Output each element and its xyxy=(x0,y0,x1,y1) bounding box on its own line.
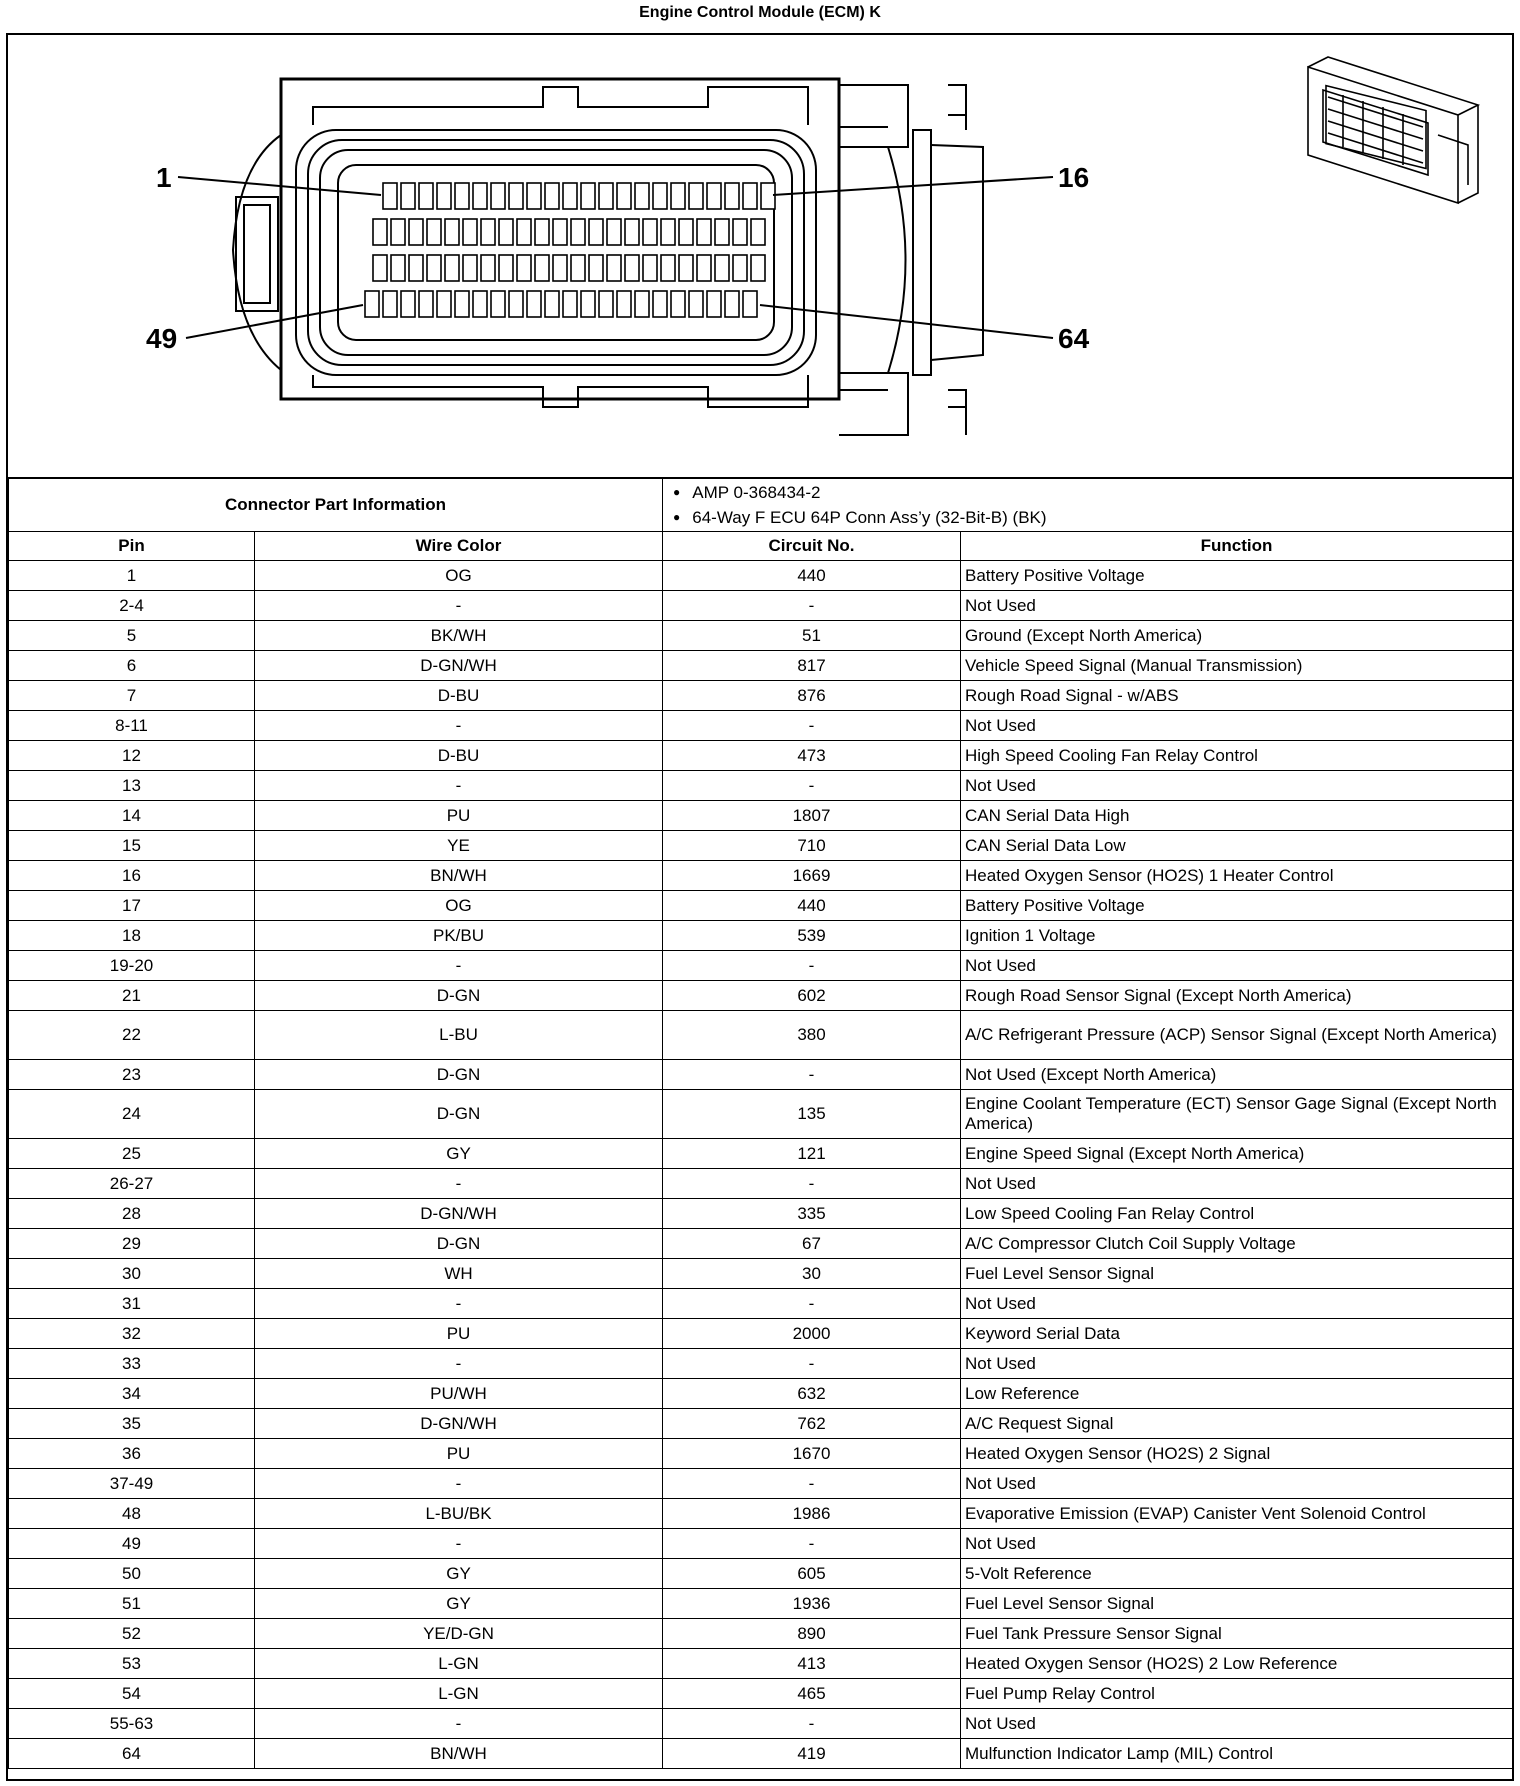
header-function: Function xyxy=(961,532,1513,561)
pin-cell: 6 xyxy=(9,651,255,681)
wire-color-cell: D-GN xyxy=(255,1090,663,1139)
circuit-cell: 602 xyxy=(663,981,961,1011)
wire-color-cell: PU xyxy=(255,1319,663,1349)
circuit-cell: 473 xyxy=(663,741,961,771)
wire-color-cell: - xyxy=(255,711,663,741)
circuit-cell: 51 xyxy=(663,621,961,651)
circuit-cell: 135 xyxy=(663,1090,961,1139)
function-cell: Keyword Serial Data xyxy=(961,1319,1513,1349)
circuit-cell: 762 xyxy=(663,1409,961,1439)
function-cell: Fuel Level Sensor Signal xyxy=(961,1589,1513,1619)
table-row xyxy=(9,891,1513,921)
wire-color-cell: L-BU/BK xyxy=(255,1499,663,1529)
connector-isometric-icon xyxy=(1308,57,1478,203)
wire-color-cell: - xyxy=(255,1349,663,1379)
circuit-cell: - xyxy=(663,591,961,621)
pin-cell: 22 xyxy=(9,1011,255,1060)
table-row xyxy=(9,741,1513,771)
header-pin: Pin xyxy=(9,532,255,561)
circuit-cell: - xyxy=(663,1349,961,1379)
wire-color-cell: L-GN xyxy=(255,1679,663,1709)
circuit-cell: - xyxy=(663,711,961,741)
pin-cell: 13 xyxy=(9,771,255,801)
table-row xyxy=(9,1169,1513,1199)
table-row xyxy=(9,1259,1513,1289)
pin-cell: 33 xyxy=(9,1349,255,1379)
wire-color-cell: - xyxy=(255,591,663,621)
table-row xyxy=(9,1011,1513,1060)
function-cell: Not Used xyxy=(961,591,1513,621)
wire-color-cell: - xyxy=(255,1169,663,1199)
pin-cell: 18 xyxy=(9,921,255,951)
circuit-cell: - xyxy=(663,951,961,981)
circuit-cell: 465 xyxy=(663,1679,961,1709)
connector-info-item: ● AMP 0-368434-2 xyxy=(673,480,1502,505)
pin-cell: 32 xyxy=(9,1319,255,1349)
table-row xyxy=(9,771,1513,801)
pin-cavity-grid xyxy=(365,183,775,317)
pin-cell: 30 xyxy=(9,1259,255,1289)
circuit-cell: - xyxy=(663,1060,961,1090)
function-cell: Mulfunction Indicator Lamp (MIL) Control xyxy=(961,1739,1513,1769)
table-row xyxy=(9,1679,1513,1709)
wire-color-cell: D-BU xyxy=(255,741,663,771)
function-cell: Fuel Level Sensor Signal xyxy=(961,1259,1513,1289)
pin-label-1: 1 xyxy=(156,162,172,193)
pin-cell: 17 xyxy=(9,891,255,921)
pin-cell: 50 xyxy=(9,1559,255,1589)
wire-color-cell: BK/WH xyxy=(255,621,663,651)
circuit-cell: 632 xyxy=(663,1379,961,1409)
pin-cell: 35 xyxy=(9,1409,255,1439)
table-row xyxy=(9,1090,1513,1139)
function-cell: Not Used (Except North America) xyxy=(961,1060,1513,1090)
connector-info-list xyxy=(663,479,1513,532)
pin-cell: 64 xyxy=(9,1739,255,1769)
table-row xyxy=(9,1529,1513,1559)
table-row xyxy=(9,1289,1513,1319)
connector-info-label: Connector Part Information xyxy=(9,479,663,532)
pin-label-64: 64 xyxy=(1058,323,1090,354)
pin-cell: 55-63 xyxy=(9,1709,255,1739)
function-cell: Not Used xyxy=(961,1529,1513,1559)
table-row xyxy=(9,1139,1513,1169)
table-row xyxy=(9,951,1513,981)
header-circuit-no: Circuit No. xyxy=(663,532,961,561)
pin-cell: 54 xyxy=(9,1679,255,1709)
function-cell: Engine Speed Signal (Except North America) xyxy=(961,1139,1513,1169)
pin-cell: 16 xyxy=(9,861,255,891)
function-cell: Ground (Except North America) xyxy=(961,621,1513,651)
table-row xyxy=(9,1349,1513,1379)
table-row xyxy=(9,591,1513,621)
table-row xyxy=(9,801,1513,831)
pinout-table xyxy=(8,478,1513,1769)
table-row xyxy=(9,1379,1513,1409)
function-cell: Not Used xyxy=(961,1709,1513,1739)
circuit-cell: 1986 xyxy=(663,1499,961,1529)
circuit-cell: 876 xyxy=(663,681,961,711)
pin-label-16: 16 xyxy=(1058,162,1090,193)
pin-cell: 23 xyxy=(9,1060,255,1090)
function-cell: CAN Serial Data High xyxy=(961,801,1513,831)
connector-info-row xyxy=(9,479,1513,532)
pin-cell: 52 xyxy=(9,1619,255,1649)
pin-cell: 36 xyxy=(9,1439,255,1469)
table-row xyxy=(9,1439,1513,1469)
function-cell: CAN Serial Data Low xyxy=(961,831,1513,861)
pin-cell: 15 xyxy=(9,831,255,861)
table-row xyxy=(9,651,1513,681)
table-row xyxy=(9,1739,1513,1769)
circuit-cell: 380 xyxy=(663,1011,961,1060)
wire-color-cell: D-GN xyxy=(255,981,663,1011)
circuit-cell: 121 xyxy=(663,1139,961,1169)
circuit-cell: 30 xyxy=(663,1259,961,1289)
circuit-cell: - xyxy=(663,1469,961,1499)
circuit-cell: - xyxy=(663,1289,961,1319)
circuit-cell: 710 xyxy=(663,831,961,861)
circuit-cell: 413 xyxy=(663,1649,961,1679)
function-cell: Rough Road Sensor Signal (Except North America) xyxy=(961,981,1513,1011)
pin-cell: 19-20 xyxy=(9,951,255,981)
pin-cell: 25 xyxy=(9,1139,255,1169)
pin-cell: 49 xyxy=(9,1529,255,1559)
wire-color-cell: PU/WH xyxy=(255,1379,663,1409)
wire-color-cell: - xyxy=(255,771,663,801)
pin-cell: 37-49 xyxy=(9,1469,255,1499)
function-cell: Fuel Pump Relay Control xyxy=(961,1679,1513,1709)
table-row xyxy=(9,861,1513,891)
function-cell: A/C Refrigerant Pressure (ACP) Sensor Signal (Except North America) xyxy=(961,1011,1513,1060)
pin-cell: 26-27 xyxy=(9,1169,255,1199)
function-cell: Vehicle Speed Signal (Manual Transmission) xyxy=(961,651,1513,681)
function-cell: High Speed Cooling Fan Relay Control xyxy=(961,741,1513,771)
function-cell: Engine Coolant Temperature (ECT) Sensor Gage Signal (Except North America) xyxy=(961,1090,1513,1139)
connector-diagram xyxy=(8,35,1512,478)
pin-cell: 21 xyxy=(9,981,255,1011)
circuit-cell: 1670 xyxy=(663,1439,961,1469)
circuit-cell: 440 xyxy=(663,891,961,921)
pin-cell: 34 xyxy=(9,1379,255,1409)
pin-cell: 8-11 xyxy=(9,711,255,741)
circuit-cell: 440 xyxy=(663,561,961,591)
circuit-cell: 605 xyxy=(663,1559,961,1589)
function-cell: Low Reference xyxy=(961,1379,1513,1409)
circuit-cell: 890 xyxy=(663,1619,961,1649)
wire-color-cell: - xyxy=(255,1469,663,1499)
table-row xyxy=(9,711,1513,741)
pin-cell: 29 xyxy=(9,1229,255,1259)
pin-cell: 24 xyxy=(9,1090,255,1139)
function-cell: Heated Oxygen Sensor (HO2S) 1 Heater Control xyxy=(961,861,1513,891)
pin-cell: 1 xyxy=(9,561,255,591)
table-row xyxy=(9,561,1513,591)
function-cell: Battery Positive Voltage xyxy=(961,891,1513,921)
circuit-cell: 817 xyxy=(663,651,961,681)
circuit-cell: 2000 xyxy=(663,1319,961,1349)
function-cell: Low Speed Cooling Fan Relay Control xyxy=(961,1199,1513,1229)
table-row xyxy=(9,621,1513,651)
table-row xyxy=(9,981,1513,1011)
wire-color-cell: YE/D-GN xyxy=(255,1619,663,1649)
wire-color-cell: D-BU xyxy=(255,681,663,711)
wire-color-cell: D-GN xyxy=(255,1229,663,1259)
circuit-cell: - xyxy=(663,1529,961,1559)
circuit-cell: 539 xyxy=(663,921,961,951)
function-cell: Battery Positive Voltage xyxy=(961,561,1513,591)
function-cell: 5-Volt Reference xyxy=(961,1559,1513,1589)
function-cell: Heated Oxygen Sensor (HO2S) 2 Low Reference xyxy=(961,1649,1513,1679)
circuit-cell: - xyxy=(663,1169,961,1199)
wire-color-cell: - xyxy=(255,1529,663,1559)
table-row xyxy=(9,1649,1513,1679)
pin-cell: 2-4 xyxy=(9,591,255,621)
circuit-cell: 1807 xyxy=(663,801,961,831)
table-row xyxy=(9,681,1513,711)
function-cell: Evaporative Emission (EVAP) Canister Vent Solenoid Control xyxy=(961,1499,1513,1529)
circuit-cell: - xyxy=(663,1709,961,1739)
wire-color-cell: L-BU xyxy=(255,1011,663,1060)
header-wire-color: Wire Color xyxy=(255,532,663,561)
circuit-cell: 1936 xyxy=(663,1589,961,1619)
function-cell: Not Used xyxy=(961,1169,1513,1199)
pin-cell: 5 xyxy=(9,621,255,651)
wire-color-cell: GY xyxy=(255,1559,663,1589)
function-cell: Ignition 1 Voltage xyxy=(961,921,1513,951)
table-row xyxy=(9,1559,1513,1589)
wire-color-cell: WH xyxy=(255,1259,663,1289)
function-cell: Fuel Tank Pressure Sensor Signal xyxy=(961,1619,1513,1649)
connector-info-item: ● 64-Way F ECU 64P Conn Ass’y (32-Bit-B) (BK) xyxy=(673,505,1502,530)
function-cell: Not Used xyxy=(961,1289,1513,1319)
circuit-cell: 419 xyxy=(663,1739,961,1769)
table-row xyxy=(9,1619,1513,1649)
function-cell: Heated Oxygen Sensor (HO2S) 2 Signal xyxy=(961,1439,1513,1469)
table-row xyxy=(9,1499,1513,1529)
wire-color-cell: BN/WH xyxy=(255,861,663,891)
wire-color-cell: PU xyxy=(255,801,663,831)
circuit-cell: - xyxy=(663,771,961,801)
wire-color-cell: YE xyxy=(255,831,663,861)
function-cell: Rough Road Signal - w/ABS xyxy=(961,681,1513,711)
function-cell: Not Used xyxy=(961,1469,1513,1499)
table-row xyxy=(9,1319,1513,1349)
function-cell: Not Used xyxy=(961,771,1513,801)
connector-document xyxy=(6,33,1514,1781)
table-row xyxy=(9,1409,1513,1439)
table-row xyxy=(9,1199,1513,1229)
table-row xyxy=(9,1060,1513,1090)
wire-color-cell: GY xyxy=(255,1589,663,1619)
function-cell: A/C Compressor Clutch Coil Supply Voltage xyxy=(961,1229,1513,1259)
wire-color-cell: GY xyxy=(255,1139,663,1169)
wire-color-cell: OG xyxy=(255,891,663,921)
circuit-cell: 1669 xyxy=(663,861,961,891)
wire-color-cell: D-GN/WH xyxy=(255,1409,663,1439)
table-row xyxy=(9,1469,1513,1499)
wire-color-cell: D-GN xyxy=(255,1060,663,1090)
function-cell: Not Used xyxy=(961,951,1513,981)
table-row xyxy=(9,1709,1513,1739)
pin-cell: 7 xyxy=(9,681,255,711)
function-cell: Not Used xyxy=(961,1349,1513,1379)
wire-color-cell: PK/BU xyxy=(255,921,663,951)
pin-cell: 51 xyxy=(9,1589,255,1619)
wire-color-cell: - xyxy=(255,1289,663,1319)
circuit-cell: 335 xyxy=(663,1199,961,1229)
wire-color-cell: D-GN/WH xyxy=(255,651,663,681)
pin-cell: 12 xyxy=(9,741,255,771)
table-row xyxy=(9,921,1513,951)
wire-color-cell: PU xyxy=(255,1439,663,1469)
wire-color-cell: - xyxy=(255,1709,663,1739)
table-row xyxy=(9,1229,1513,1259)
function-cell: A/C Request Signal xyxy=(961,1409,1513,1439)
table-row xyxy=(9,1589,1513,1619)
wire-color-cell: OG xyxy=(255,561,663,591)
function-cell: Not Used xyxy=(961,711,1513,741)
pin-cell: 48 xyxy=(9,1499,255,1529)
pin-cell: 28 xyxy=(9,1199,255,1229)
pin-cell: 53 xyxy=(9,1649,255,1679)
wire-color-cell: L-GN xyxy=(255,1649,663,1679)
page-title: Engine Control Module (ECM) K xyxy=(639,4,881,21)
pin-cell: 31 xyxy=(9,1289,255,1319)
pin-label-49: 49 xyxy=(146,323,178,354)
table-row xyxy=(9,831,1513,861)
wire-color-cell: - xyxy=(255,951,663,981)
table-header-row xyxy=(9,532,1513,561)
pin-cell: 14 xyxy=(9,801,255,831)
circuit-cell: 67 xyxy=(663,1229,961,1259)
wire-color-cell: D-GN/WH xyxy=(255,1199,663,1229)
wire-color-cell: BN/WH xyxy=(255,1739,663,1769)
